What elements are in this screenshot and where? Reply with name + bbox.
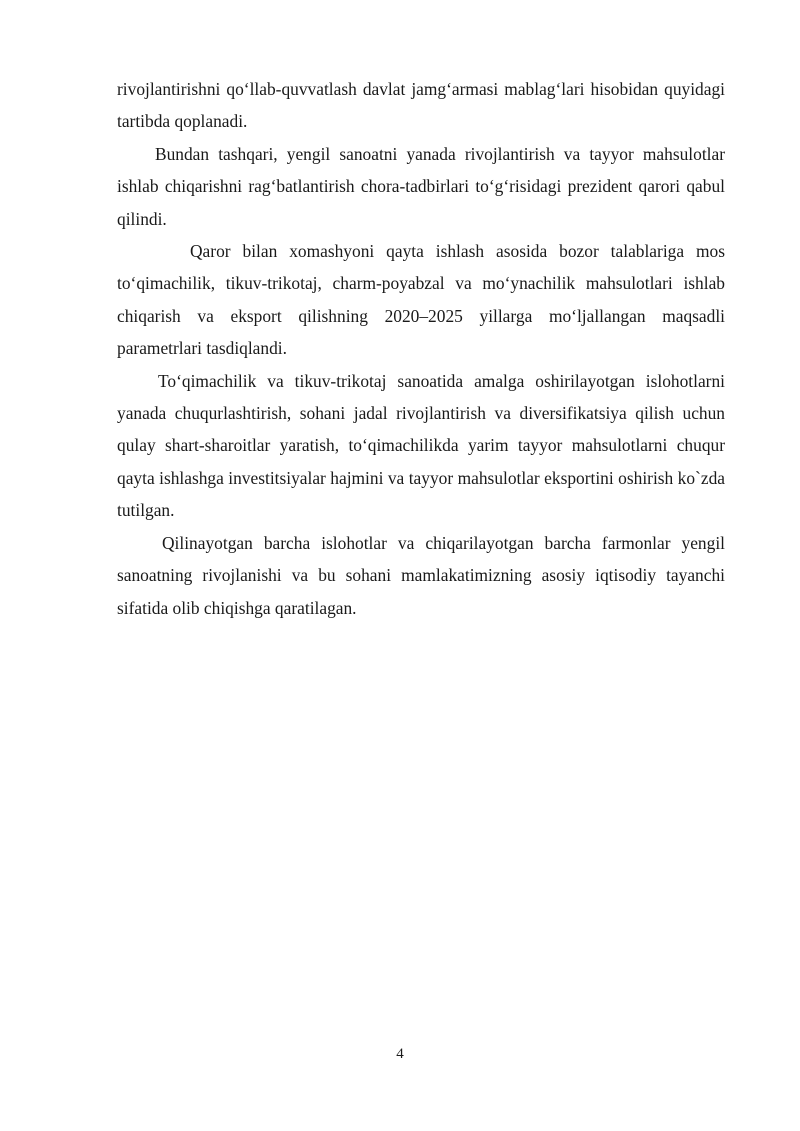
paragraph-5: Qilinayotgan barcha islohotlar va chiqarilayotgan barcha farmonlar yengil sanoatning rivojlanishi va bu sohani mamlakatimizning asosiy iqtisodiy tayanchi sifatida olib chiqishga qaratilagan. (117, 532, 725, 618)
paragraph-2: Bundan tashqari, yengil sanoatni yanada rivojlantirish va tayyor mahsulotlar ishlab chiqarishni ragʻbatlantirish chora-tadbirlari toʻgʻrisidagi prezident qarori qabul qilindi. (117, 143, 725, 229)
page-number: 4 (396, 1046, 404, 1062)
paragraph-3: Qaror bilan xomashyoni qayta ishlash asosida bozor talablariga mos toʻqimachilik, tikuv-trikotaj, charm-poyabzal va moʻynachilik mahsulotlari ishlab chiqarish va eksport qilishning 2020–2025 yillarga moʻljallangan maqsadli parametrlari tasdiqlandi. (117, 241, 725, 359)
body-text (117, 73, 725, 624)
paragraph-4: Toʻqimachilik va tikuv-trikotaj sanoatida amalga oshirilayotgan islohotlarni yanada chuqurlashtirish, sohani jadal rivojlantirish va diversifikatsiya qilish uchun qulay shart-sharoitlar yaratish, toʻqimachilikda yarim tayyor mahsulotlarni chuqur qayta ishlashga investitsiyalar hajmini va tayyor mahsulotlar eksportini oshirish ko`zda tutilgan. (117, 370, 725, 521)
paragraph-1: rivojlantirishni qoʻllab-quvvatlash davlat jamgʻarmasi mablagʻlari hisobidan quyidagi tartibda qoplanadi. (117, 79, 725, 132)
